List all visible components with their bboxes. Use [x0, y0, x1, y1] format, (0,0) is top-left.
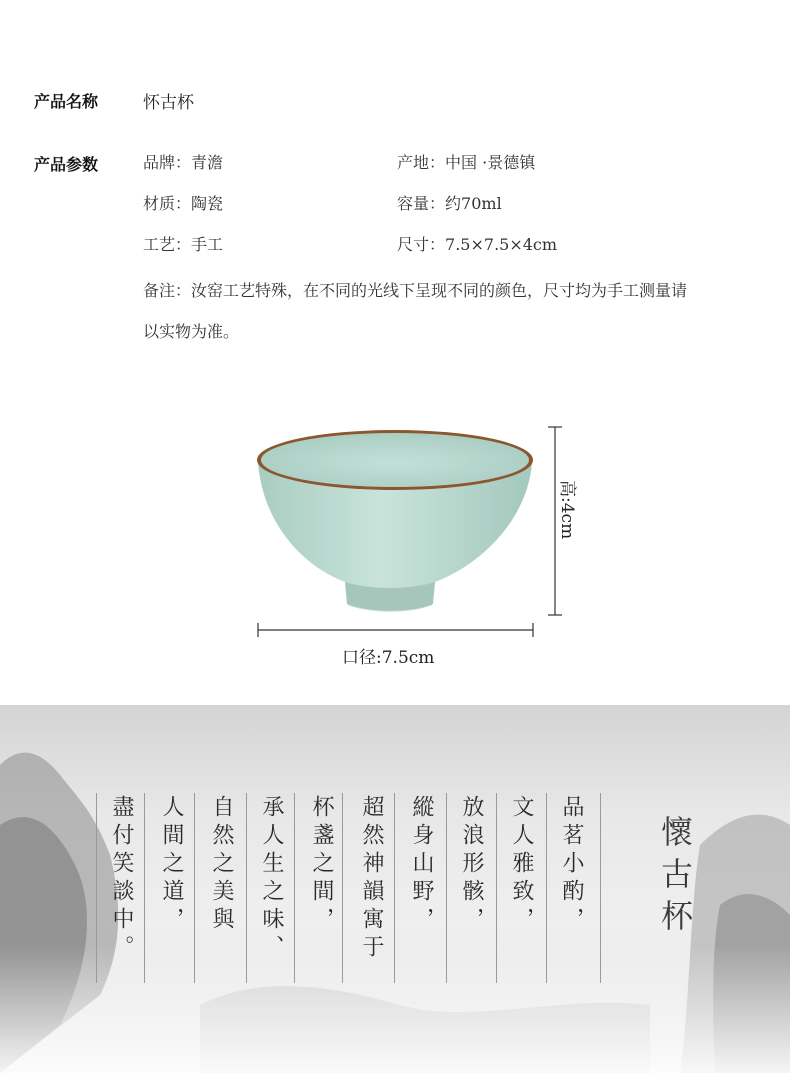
- poem-divider: [294, 793, 295, 983]
- param-craft-value: 手工: [191, 235, 224, 254]
- poem-divider: [496, 793, 497, 983]
- param-capacity: [397, 191, 502, 214]
- poem-column-6: 杯盞之間，: [309, 795, 334, 935]
- poem-divider: [546, 793, 547, 983]
- banner-title: 懷古杯: [656, 815, 694, 941]
- poem-divider: [144, 793, 145, 983]
- poem-column-3: 放浪形骸，: [459, 795, 484, 935]
- poem-divider: [96, 793, 97, 983]
- param-note-key: 备注 ：: [143, 281, 191, 300]
- product-name-label: 产品名称: [34, 92, 99, 111]
- param-brand: [143, 150, 223, 173]
- poem-divider: [600, 793, 601, 983]
- diameter-label: 口径:7.5cm: [342, 648, 435, 668]
- param-size-value: 7.5×7.5×4cm: [445, 235, 558, 254]
- param-origin: [397, 150, 535, 173]
- poem-column-10: 盡付笑談中。: [109, 795, 134, 963]
- param-brand-value: 青澹: [191, 153, 224, 172]
- param-material-value: 陶瓷: [191, 194, 224, 213]
- poem-column-2: 文人雅致，: [509, 795, 534, 935]
- poem-divider: [246, 793, 247, 983]
- poem-column-9: 人間之道，: [159, 795, 184, 935]
- param-note: [143, 270, 703, 352]
- param-capacity-value: 约70ml: [445, 194, 502, 213]
- height-label: 高:4cm: [557, 480, 577, 540]
- product-figure: [0, 400, 790, 690]
- param-origin-key: 产地 ：: [397, 153, 445, 172]
- param-brand-key: 品牌 ：: [143, 153, 191, 172]
- param-material-key: 材质 ：: [143, 194, 191, 213]
- poem-column-8: 自然之美與: [209, 795, 234, 935]
- param-note-value: 汝窑工艺特殊，在不同的光线下呈现不同的颜色，尺寸均为手工测量请以实物为准。: [143, 281, 688, 341]
- poem-divider: [394, 793, 395, 983]
- param-size: [397, 232, 557, 255]
- cup-interior: [261, 433, 529, 487]
- param-size-key: 尺寸 ：: [397, 235, 445, 254]
- poem-column-7: 承人生之味、: [259, 795, 284, 963]
- poem-column-4: 縱身山野，: [409, 795, 434, 935]
- param-craft: [143, 232, 223, 255]
- poem-divider: [446, 793, 447, 983]
- product-params-label: 产品参数: [34, 155, 99, 174]
- param-craft-key: 工艺 ：: [143, 235, 191, 254]
- poem-divider: [342, 793, 343, 983]
- product-name-value: 怀古杯: [143, 93, 194, 113]
- param-origin-value: 中国 ·景德镇: [445, 153, 536, 172]
- poem-banner: [0, 705, 790, 1073]
- param-material: [143, 191, 223, 214]
- poem-column-5: 超然神韻寓于: [359, 795, 384, 963]
- poem-divider: [194, 793, 195, 983]
- param-capacity-key: 容量 ：: [397, 194, 445, 213]
- poem-column-1: 品茗小酌，: [559, 795, 584, 935]
